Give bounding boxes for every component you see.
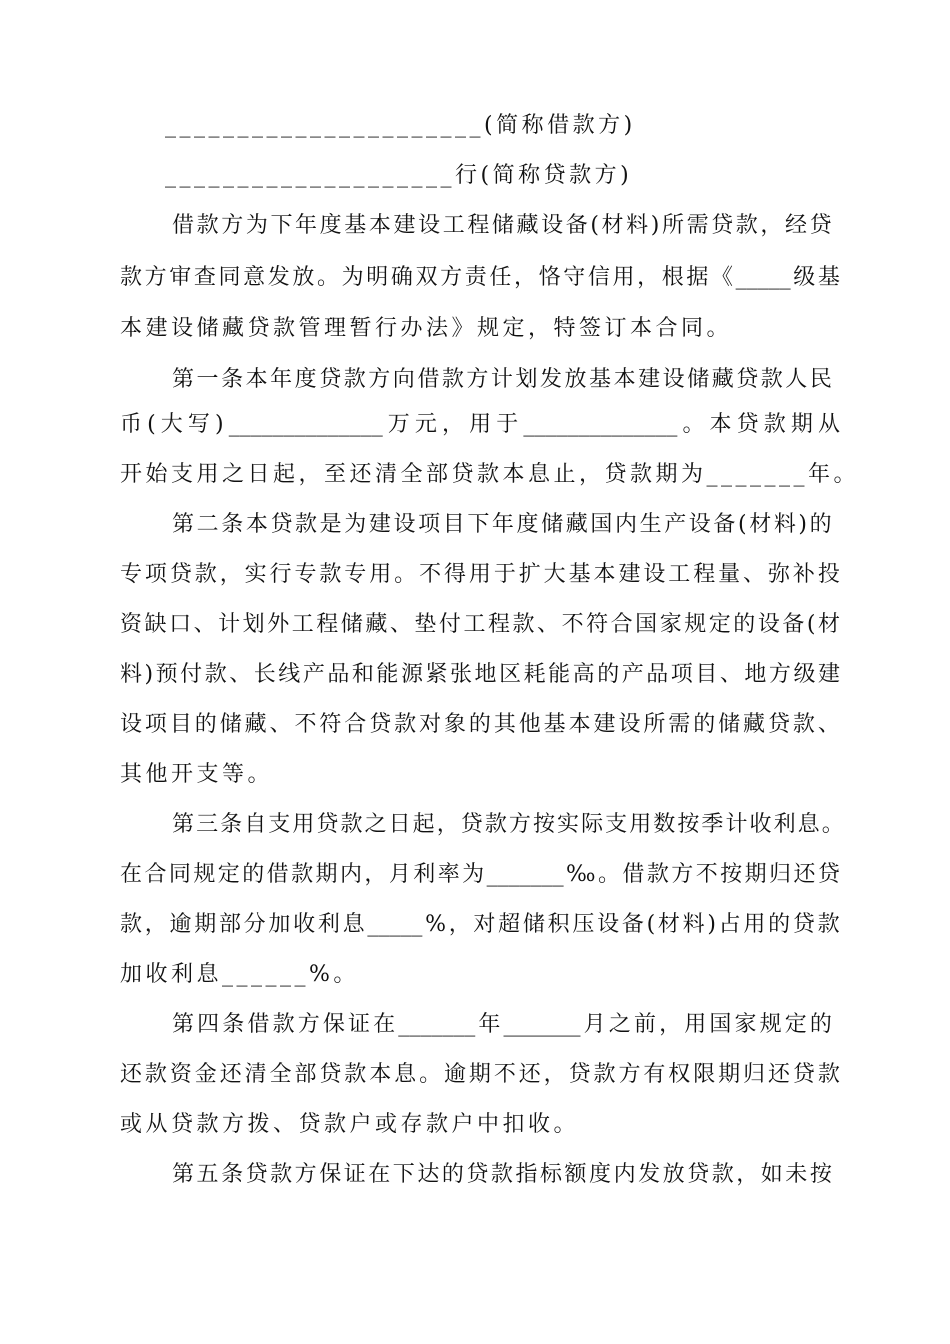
- article-4-line-2: 还 款 资 金 还 清 全 部 贷 款 本 息 。 逾 期 不 还 ， 贷 款 方 有 权 限 期 归 还 贷 款: [120, 1062, 840, 1087]
- article-4-line-3: 或从贷款方拨、贷款户或存款户中扣收。: [120, 1112, 580, 1137]
- article-4-line-1: 第 四 条 借 款 方 保 证 在 _______ 年 _______ 月 之 前 ， 用 国 家 规 定 的: [172, 1012, 832, 1037]
- lender-name-line: ____________________行(简称贷款方): [165, 163, 633, 188]
- article-2-line-2: 专 项 贷 款 ， 实 行 专 款 专 用 。 不 得 用 于 扩 大 基 本 建 设 工 程 量 、 弥 补 投: [120, 562, 840, 587]
- article-3-line-4: 加收利息______%。: [120, 962, 359, 987]
- article-2-line-3: 资 缺 口 、 计 划 外 工 程 储 藏 、 垫 付 工 程 款 、 不 符 合 国 家 规 定 的 设 备 ( 材: [120, 612, 840, 637]
- article-3-line-1: 第 三 条 自 支 用 贷 款 之 日 起 ， 贷 款 方 按 实 际 支 用 数 按 季 计 收 利 息 。: [172, 812, 844, 837]
- borrower-name-line: ______________________(简称借款方): [165, 113, 636, 138]
- preamble-line-2: 款 方 审 查 同 意 发 放 。 为 明 确 双 方 责 任 ， 恪 守 信 用 ， 根 据 《 _____ 级 基: [120, 265, 840, 290]
- article-2-line-4: 料 ) 预 付 款 、 长 线 产 品 和 能 源 紧 张 地 区 耗 能 高 的 产 品 项 目 、 地 方 级 建: [120, 662, 840, 687]
- article-3-line-2: 在 合 同 规 定 的 借 款 期 内 ， 月 利 率 为 _______ ‰ 。 借 款 方 不 按 期 归 还 贷: [120, 862, 840, 887]
- article-1-line-1: 第 一 条 本 年 度 贷 款 方 向 借 款 方 计 划 发 放 基 本 建 设 储 藏 贷 款 人 民: [172, 367, 832, 392]
- article-3-line-3: 款 ， 逾 期 部 分 加 收 利 息 _____ % ， 对 超 储 积 压 设 备 ( 材 料 ) 占 用 的 贷 款: [120, 912, 840, 937]
- article-1-line-3: 开始支用之日起，至还清全部贷款本息止，贷款期为_______年。: [120, 462, 860, 487]
- article-2-line-5: 设 项 目 的 储 藏 、 不 符 合 贷 款 对 象 的 其 他 基 本 建 设 所 需 的 储 藏 贷 款 、: [120, 712, 840, 737]
- article-5-line-1: 第 五 条 贷 款 方 保 证 在 下 达 的 贷 款 指 标 额 度 内 发 放 贷 款 ， 如 未 按: [172, 1162, 832, 1187]
- preamble-line-3: 本建设储藏贷款管理暂行办法》规定，特签订本合同。: [120, 316, 733, 341]
- article-2-line-1: 第 二 条 本 贷 款 是 为 建 设 项 目 下 年 度 储 藏 国 内 生 产 设 备 ( 材 料 ) 的: [172, 512, 832, 537]
- article-2-line-6: 其他开支等。: [120, 762, 274, 787]
- preamble-line-1: 借 款 方 为 下 年 度 基 本 建 设 工 程 储 藏 设 备 ( 材 料 ) 所 需 贷 款 ， 经 贷: [172, 213, 832, 238]
- article-1-line-2: 币 ( 大 写 ) ______________ 万 元 ， 用 于 ______________ 。 本 贷 款 期 从: [120, 412, 840, 437]
